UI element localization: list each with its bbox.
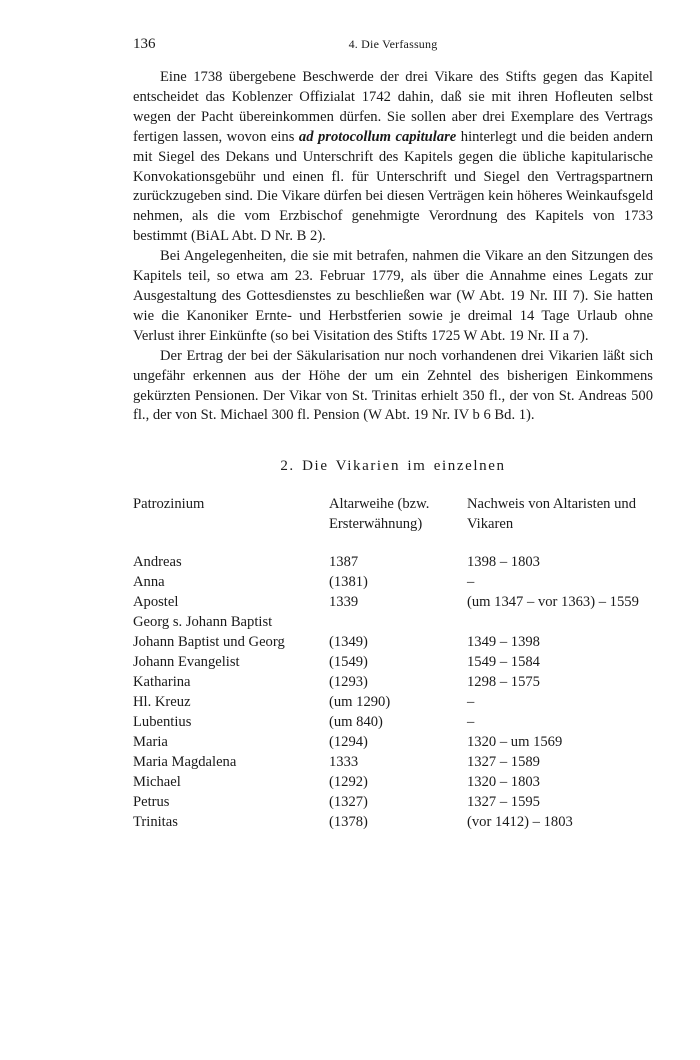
table-row <box>133 652 653 672</box>
cell-nachweis: 1298 – 1575 <box>467 674 540 691</box>
cell-patrozinium: Petrus <box>133 794 170 811</box>
cell-altarweihe: (1378) <box>329 814 368 831</box>
cell-patrozinium: Johann Evangelist <box>133 654 240 671</box>
cell-nachweis: 1398 – 1803 <box>467 554 540 571</box>
cell-patrozinium: Lubentius <box>133 714 192 731</box>
cell-patrozinium: Anna <box>133 574 165 591</box>
body-text <box>133 68 653 426</box>
cell-patrozinium: Michael <box>133 774 181 791</box>
paragraph <box>133 247 653 347</box>
cell-nachweis: (vor 1412) – 1803 <box>467 814 573 831</box>
section-heading: 2. Die Vikarien im einzelnen <box>280 458 506 475</box>
page-number: 136 <box>133 36 156 52</box>
header-nachweis: Nachweis von Altaristen und Vikaren <box>467 496 637 533</box>
table-row <box>133 732 653 752</box>
cell-nachweis: – <box>467 694 475 711</box>
table-row <box>133 552 653 572</box>
paragraph <box>133 68 653 247</box>
cell-patrozinium: Apostel <box>133 594 179 611</box>
cell-patrozinium: Trinitas <box>133 814 178 831</box>
table-row <box>133 792 653 812</box>
cell-altarweihe: (1292) <box>329 774 368 791</box>
cell-altarweihe: (1349) <box>329 634 368 651</box>
table-row <box>133 692 653 712</box>
cell-altarweihe: 1387 <box>329 554 359 571</box>
latin-emphasis: ad protocollum capitulare <box>298 128 457 145</box>
cell-nachweis: 1549 – 1584 <box>467 654 540 671</box>
book-page <box>133 36 653 832</box>
cell-patrozinium: Andreas <box>133 554 182 571</box>
paragraph-text: Bei Angelegenheiten, die sie mit betrafen, nahmen die Vikare an den Sitzungen des Kapitels teil, so etwa am 23. Februar 1779, als über die Annahme eines Legats zur Ausgestaltung des Gottesdienstes zu beschließen war (W Abt. 19 Nr. III 7). Sie hatten wie die Kanoniker Ernte- und Herbstferien sowie je dreimal 14 Tage Urlaub ohne Verlust ihrer Einkünfte (so bei Visitation des Stifts 1725 W Abt. 19 Nr. II a 7). <box>133 248 653 344</box>
table-header-row <box>133 494 653 552</box>
vikarien-table <box>133 494 653 832</box>
cell-patrozinium: Hl. Kreuz <box>133 694 191 711</box>
cell-patrozinium: Georg s. Johann Baptist <box>133 614 273 631</box>
cell-nachweis: 1320 – 1803 <box>467 774 540 791</box>
paragraph-text: Der Ertrag der bei der Säkularisation nur noch vorhandenen drei Vikarien läßt sich ungefähr erkennen aus der Höhe der um ein Zehntel des bisherigen Einkommens gekürzten Pensionen. Der Vikar von St. Trinitas erhielt 350 fl., der von St. Andreas 500 fl., der von St. Michael 300 fl. Pension (W Abt. 19 Nr. IV b 6 Bd. 1). <box>133 347 653 424</box>
cell-altarweihe: (um 1290) <box>329 694 391 711</box>
cell-altarweihe: (um 840) <box>329 714 383 731</box>
cell-altarweihe: (1293) <box>329 674 368 691</box>
paragraph-text: hinterlegt und die beiden andern mit Siegel des Dekans und Unterschrift des Kapitels gegen die übliche kapitularische Konvokationsgebühr und einen fl. für Unterschrift und Siegel den Vertragspartnern zurückzugeben sind. Die Vikare dürfen bei diesen Verträgen kein höheres Weinkaufsgeld nehmen, als die vom Erzbischof genehmigte Verordnung des Kapitels von 1733 bestimmt (BiAL Abt. D Nr. B 2). <box>133 128 653 245</box>
cell-nachweis: – <box>467 714 475 731</box>
cell-patrozinium: Maria <box>133 734 168 751</box>
cell-altarweihe: 1339 <box>329 594 359 611</box>
cell-altarweihe: (1327) <box>329 794 368 811</box>
cell-nachweis: – <box>467 574 475 591</box>
cell-nachweis <box>467 612 653 632</box>
table-row <box>133 772 653 792</box>
running-head <box>133 36 653 58</box>
cell-nachweis: 1327 – 1589 <box>467 754 540 771</box>
cell-altarweihe <box>329 612 467 632</box>
table-row <box>133 672 653 692</box>
cell-patrozinium: Johann Baptist und Georg <box>133 634 285 651</box>
table-row <box>133 572 653 592</box>
table-row <box>133 612 653 632</box>
cell-nachweis: (um 1347 – vor 1363) – 1559 <box>467 594 639 611</box>
table-row <box>133 752 653 772</box>
table-row <box>133 812 653 832</box>
table-row <box>133 592 653 612</box>
chapter-title: 4. Die Verfassung <box>348 37 438 51</box>
header-altarweihe: Altarweihe (bzw. Ersterwähnung) <box>329 496 430 533</box>
cell-patrozinium: Katharina <box>133 674 191 691</box>
paragraph-text: Eine 1738 übergebene Beschwerde der drei Vikare des Stifts gegen das Kapitel entscheidet das Koblenzer Offizialat 1742 dahin, daß sie mit ihren Hofleuten selbst wegen der Pacht übereinkommen dürfen. Sie sollen aber drei Exemplare des Vertrags fertigen lassen, wovon eins <box>133 69 653 145</box>
cell-altarweihe: (1381) <box>329 574 368 591</box>
header-patrozinium: Patrozinium <box>133 496 205 513</box>
cell-nachweis: 1349 – 1398 <box>467 634 540 651</box>
cell-nachweis: 1327 – 1595 <box>467 794 540 811</box>
cell-altarweihe: 1333 <box>329 754 359 771</box>
cell-altarweihe: (1294) <box>329 734 368 751</box>
cell-patrozinium: Maria Magdalena <box>133 754 237 771</box>
table-row <box>133 632 653 652</box>
paragraph <box>133 347 653 427</box>
cell-altarweihe: (1549) <box>329 654 368 671</box>
cell-nachweis: 1320 – um 1569 <box>467 734 563 751</box>
table-row <box>133 712 653 732</box>
